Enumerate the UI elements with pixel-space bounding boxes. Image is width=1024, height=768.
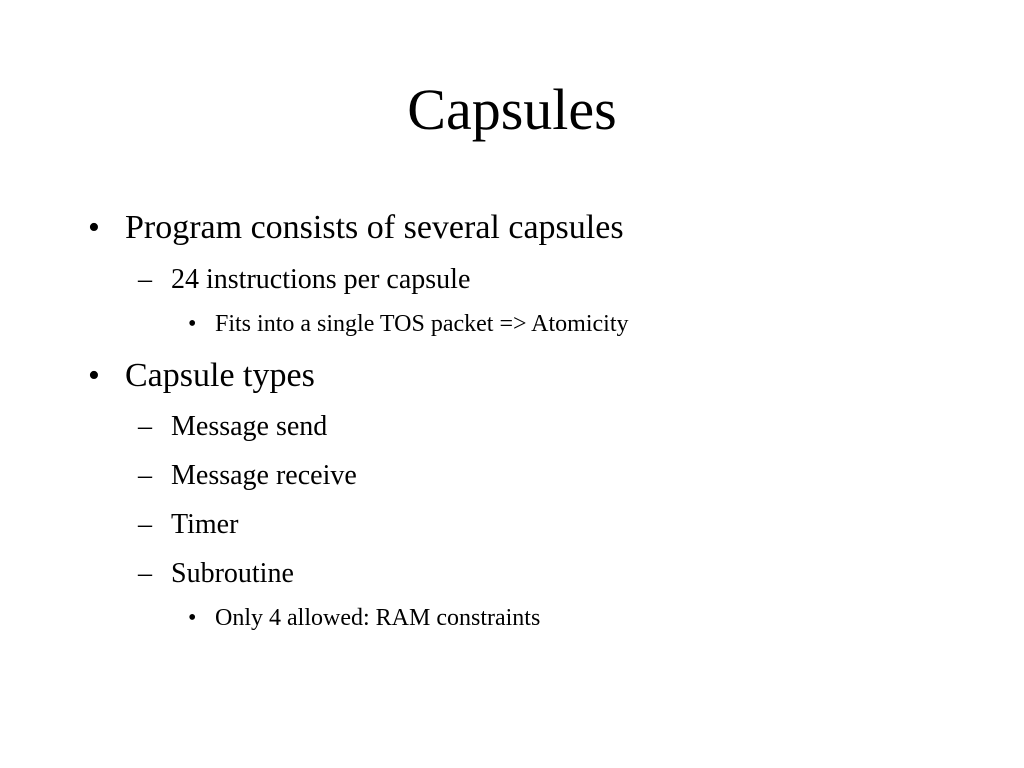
- dash-marker: –: [138, 460, 152, 491]
- dash-text: Subroutine: [171, 558, 294, 589]
- dash-text: 24 instructions per capsule: [171, 264, 471, 295]
- bullet-marker: •: [188, 605, 197, 631]
- dash-text: Timer: [171, 509, 239, 540]
- dash-text: Message receive: [171, 460, 357, 491]
- dash-marker: –: [138, 264, 152, 295]
- dash-marker: –: [138, 509, 152, 540]
- slide-title: Capsules: [407, 77, 617, 142]
- bullet-marker: •: [188, 311, 197, 337]
- bullet-text: Only 4 allowed: RAM constraints: [215, 605, 541, 631]
- dash-marker: –: [138, 411, 152, 442]
- bullet-text: Program consists of several capsules: [125, 209, 624, 246]
- bullet-text: Fits into a single TOS packet => Atomicity: [215, 311, 629, 337]
- dash-marker: –: [138, 558, 152, 589]
- bullet-marker: •: [88, 209, 100, 246]
- bullet-marker: •: [88, 357, 100, 394]
- dash-text: Message send: [171, 411, 328, 442]
- bullet-text: Capsule types: [125, 357, 315, 394]
